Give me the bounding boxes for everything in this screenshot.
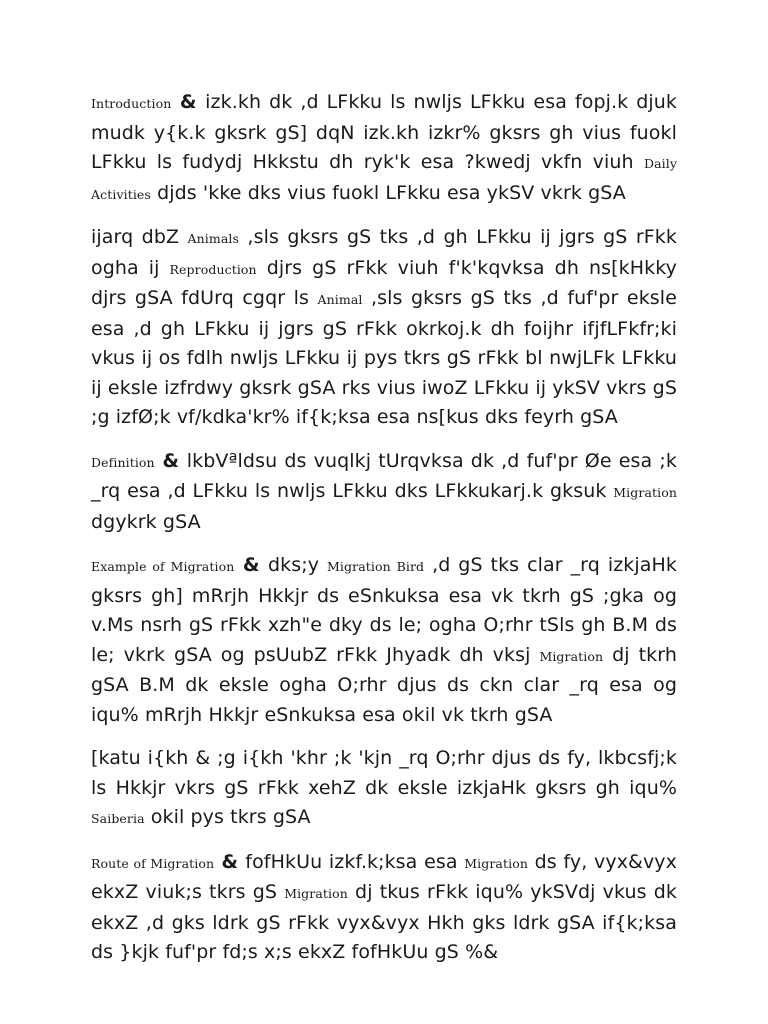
ampersand-separator: &	[214, 850, 246, 873]
body-text: izk.kh dk ,d LFkku ls nwljs LFkku esa fopj.k djuk mudk y{k.k gksrk gS] dqN izk.kh izkr% gksrs gh vius fuokl LFkku ls fudydj Hkkstu dh ryk'k esa ?kwedj vkfn viuh	[91, 91, 677, 173]
body-text: lkbVªldsu ds vuqlkj tUrqvksa dk ,d fuf'pr Øe esa ;k _rq esa ,d LFkku ls nwljs LFkku dks LFkkukarj.k gksuk	[91, 449, 677, 502]
english-term: Introduction	[91, 96, 172, 111]
english-term: Migration	[464, 855, 528, 871]
english-term: Reproduction	[169, 261, 257, 277]
body-text: ,d gS tks clar _rq izkjaHk gksrs gh] mRrjh Hkkjr ds eSnkuksa esa vk tkrh gS ;gka og v.Ms nsrh gS rFkk xzh"e dky ds le; ogha O;rhr tSls gh B.M ds le; vkrk gSA og psUubZ rFkk Jhyadk dh vksj	[91, 554, 677, 666]
body-text: [katu i{kh & ;g i{kh 'khr ;k 'kjn _rq O;rhr djus ds fy, lkbcsfj;k ls Hkkjr vkrs gS rFkk xehZ dk eksle izkjaHk gksrs gh iqu%	[91, 747, 677, 799]
english-term: Migration	[284, 886, 348, 901]
body-text: ijarq dbZ	[91, 226, 188, 248]
body-text: ds fy, vyx&vyx ekxZ viuk;s tkrs gS	[91, 850, 678, 903]
paragraph-katu	[91, 744, 677, 834]
body-text: dks;y	[268, 554, 328, 576]
paragraph-animals	[91, 223, 677, 433]
english-term: Daily Activities	[91, 156, 677, 202]
body-text: okil pys tkrs gSA	[144, 806, 311, 828]
english-term: Migration	[613, 485, 677, 500]
english-term: Migration	[539, 648, 604, 664]
english-term: Route of Migration	[91, 855, 215, 871]
english-term: Animal	[317, 292, 363, 307]
body-text: djds 'kke dks vius fuokl LFkku esa ykSV vkrk gSA	[150, 181, 626, 204]
english-term: Example of Migration	[91, 559, 235, 574]
body-text: dgykrk gSA	[91, 510, 201, 533]
english-term: Definition	[91, 454, 155, 470]
paragraph-example	[91, 551, 677, 730]
body-text: dj tkrh gSA B.M dk eksle ogha O;rhr djus ds ckn clar _rq esa og iqu% mRrjh Hkkjr eSnkuksa esa okil vk tkrh gSA	[91, 643, 677, 726]
body-text: ,sls gksrs gS tks ,d gh LFkku ij jgrs gS rFkk ogha ij	[91, 226, 677, 279]
ampersand-separator: &	[171, 91, 206, 113]
body-text: dj tkus rFkk iqu% ykSVdj vkus dk ekxZ ,d gks ldrk gS rFkk vyx&vyx Hkh gks ldrk gSA if{k;ksa ds }kjk fuf'pr fd;s x;s ekxZ fofHkUu gS %&	[91, 881, 678, 963]
paragraph-intro	[91, 88, 677, 209]
paragraph-route	[91, 848, 677, 968]
body-text: ,sls gksrs gS tks ,d fuf'pr eksle esa ,d gh LFkku ij jgrs gS rFkk okrkoj.k dh foijhr ifjfLFkfr;ki vkus ij os fdlh nwljs LFkku ij pys tkrs gS rFkk bl nwjLFk LFkku ij eksle izfrdwy gksrk gSA rks vius iwoZ LFkku ij ykSV vkrs gS ;g izfØ;k vf/kdka'kr% if{k;ksa esa ns[kus dks feyrh gSA	[91, 287, 677, 428]
english-term: Migration Bird	[327, 559, 425, 574]
ampersand-separator: &	[154, 449, 187, 472]
english-term: Animals	[187, 231, 240, 246]
body-text: fofHkUu izkf.k;ksa esa	[245, 850, 465, 873]
body-text: djrs gS rFkk viuh f'k'kqvksa dh ns[kHkky djrs gSA fdUrq cgqr ls	[91, 256, 677, 309]
ampersand-separator: &	[234, 554, 268, 576]
english-term: Saiberia	[91, 811, 145, 826]
paragraph-definition	[91, 447, 677, 538]
